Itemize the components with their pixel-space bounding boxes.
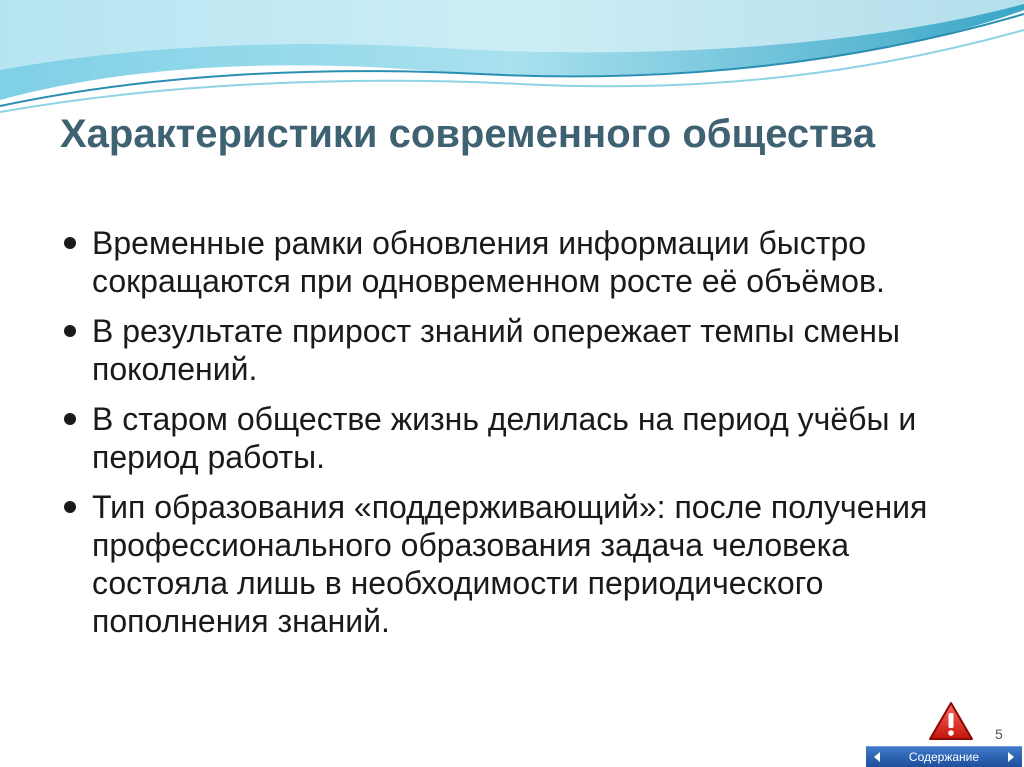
bullet-list: [60, 224, 980, 652]
contents-button[interactable]: Содержание: [908, 750, 980, 764]
bullet-text: В результате прирост знаний опережает темпы смены поколений.: [92, 313, 900, 387]
bullet-item: [60, 224, 980, 300]
bullet-item: [60, 400, 980, 476]
arrow-right-icon[interactable]: [1000, 747, 1022, 767]
bullet-item: [60, 488, 980, 640]
bullet-item: [60, 312, 980, 388]
bullet-dot-icon: [64, 237, 76, 249]
bullet-dot-icon: [64, 501, 76, 513]
bullet-text: В старом обществе жизнь делилась на период учёбы и период работы.: [92, 401, 917, 475]
slide-title: Характеристики современного общества: [60, 112, 876, 156]
bullet-dot-icon: [64, 413, 76, 425]
navigation-bar: [866, 746, 1022, 767]
bullet-dot-icon: [64, 325, 76, 337]
wave-header: [0, 0, 1024, 120]
warning-icon[interactable]: [928, 700, 974, 742]
bullet-text: Тип образования «поддерживающий»: после получения профессионального образования задача человека состояла лишь в необходимости периодического пополнения знаний.: [92, 489, 928, 639]
bullet-text: Временные рамки обновления информации быстро сокращаются при одновременном росте её объёмов.: [92, 225, 885, 299]
arrow-left-icon[interactable]: [866, 747, 888, 767]
page-number: 5: [995, 726, 1003, 742]
